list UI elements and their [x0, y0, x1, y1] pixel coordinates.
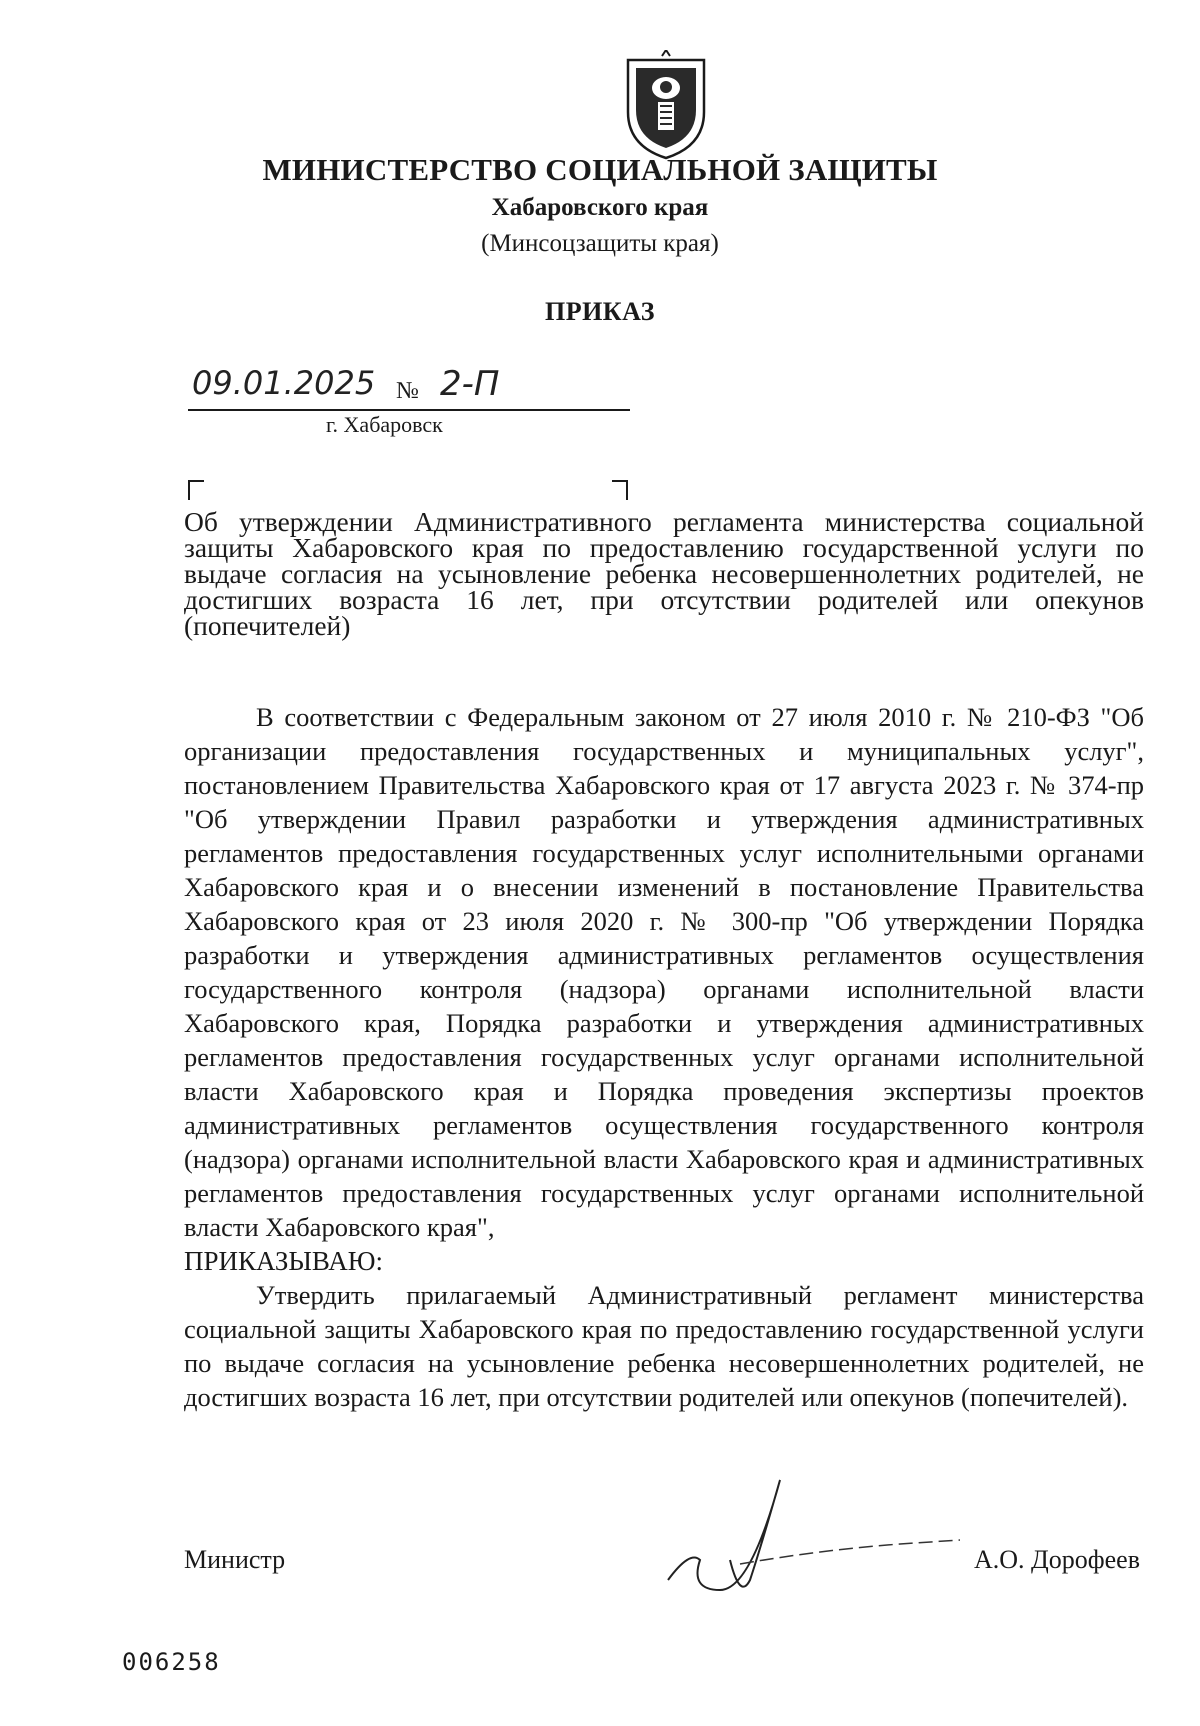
issue-city: г. Хабаровск [326, 412, 443, 437]
preamble-paragraph: В соответствии с Федеральным законом от 27 июля 2010 г. № 210-ФЗ "Об организации предоставления государственных и муниципальных услуг", постановлением Правительства Хабаровского края от 17 августа 2023 г. № 374-пр "Об утверждении Правил разработки и утверждения административных регламентов предоставления государственных услуг исполнительными органами Хабаровского края и о внесении изменений в постановление Правительства Хабаровского края от 23 июля 2020 г. № 300-пр "Об утверждении Порядка разработки и утверждения административных регламентов осуществления государственного контроля (надзора) органами исполнительной власти Хабаровского края, Порядка разработки и утверждения административных регламентов предоставления государственных услуг органами исполнительной власти Хабаровского края и Порядка проведения экспертизы проектов административных регламентов осуществления государственного контроля (надзора) органами исполнительной власти Хабаровского края и административных регламентов предоставления государственных услуг органами исполнительной власти Хабаровского края", [184, 702, 1144, 1242]
document-type: ПРИКАЗ [544, 297, 656, 326]
region-name: Хабаровского края [491, 194, 709, 221]
order-number: 2-П [440, 364, 500, 404]
registration-number: 006258 [122, 1648, 221, 1676]
subject-corner-right [612, 480, 628, 500]
ministry-short-name: (Минсоцзащиты края) [481, 230, 719, 257]
subject-corner-left [188, 480, 204, 500]
signer-position: Министр [184, 1545, 286, 1574]
number-sign: № [396, 378, 419, 404]
date-underline [188, 409, 630, 411]
order-subject: Об утверждении Административного регламента министерства социальной защиты Хабаровского края по предоставлению государственной услуги по выдаче согласия на усыновление ребенка несовершеннолетних родителей, не достигших возраста 16 лет, при отсутствии родителей или опекунов (попечителей) [184, 506, 1144, 641]
signer-name: А.О. Дорофеев [974, 1545, 1140, 1574]
coat-of-arms-icon [622, 50, 710, 162]
order-body [184, 700, 1144, 1414]
order-paragraph: Утвердить прилагаемый Административный регламент министерства социальной защиты Хабаровского края по предоставлению государственной услуги по выдаче согласия на усыновление ребенка несовершеннолетних родителей, не достигших возраста 16 лет, при отсутствии родителей или опекунов (попечителей). [184, 1280, 1144, 1412]
order-word: ПРИКАЗЫВАЮ: [184, 1246, 383, 1276]
signature-image [660, 1440, 990, 1610]
ministry-name: МИНИСТЕРСТВО СОЦИАЛЬНОЙ ЗАЩИТЫ [262, 152, 938, 187]
order-date: 09.01.2025 [192, 364, 376, 402]
